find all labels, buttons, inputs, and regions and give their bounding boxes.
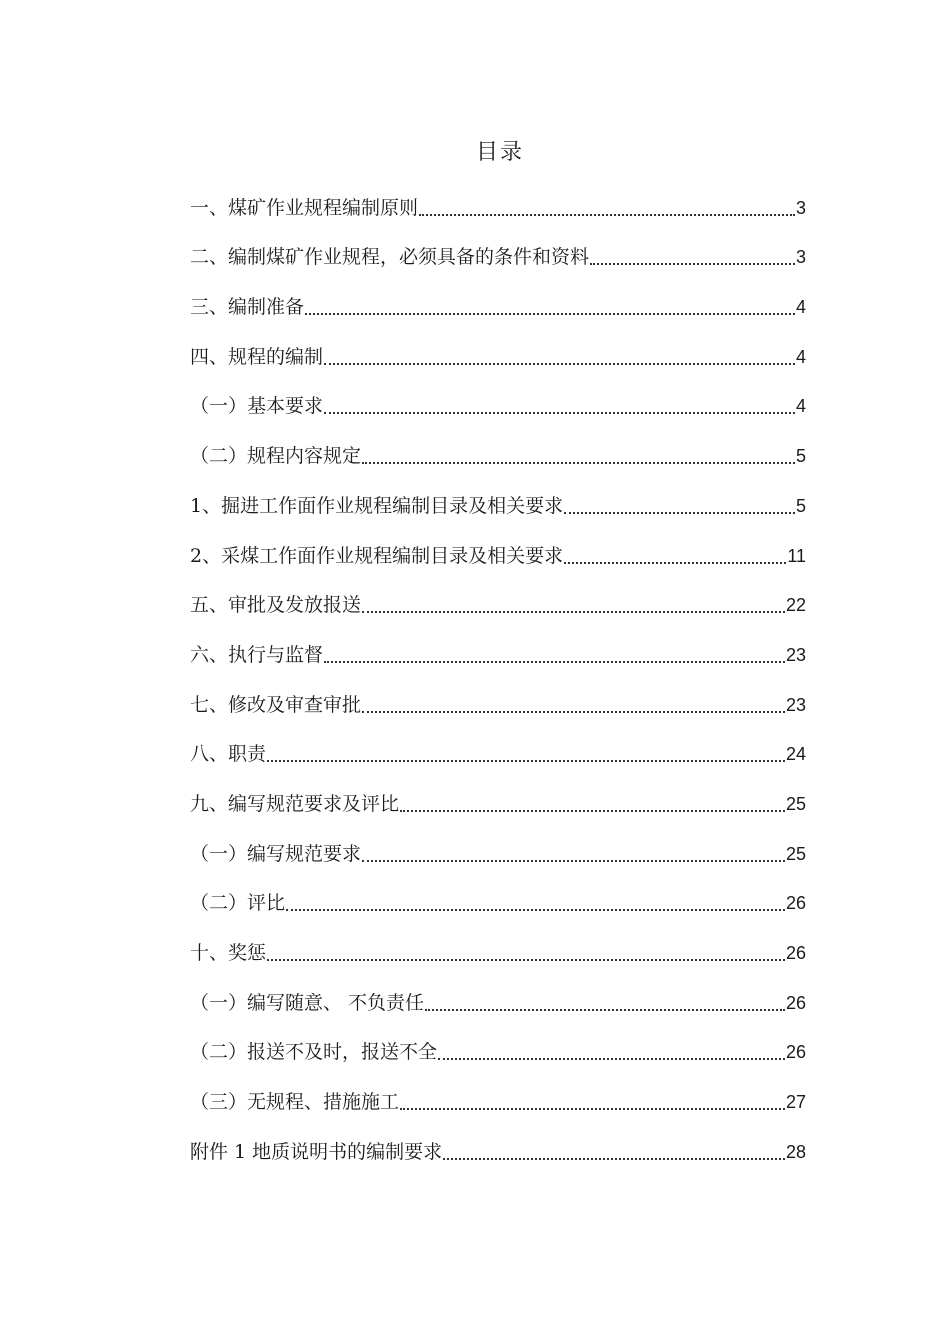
dot-leader (590, 263, 795, 265)
toc-entry[interactable] (190, 530, 806, 580)
toc-entry[interactable] (190, 381, 806, 431)
dot-leader (400, 810, 785, 812)
toc-entry[interactable] (190, 331, 806, 381)
toc-entry-page-number: 24 (785, 744, 806, 765)
toc-entry-label: （二）评比 (190, 892, 286, 915)
toc-entry-label: （三）无规程、措施施工 (190, 1091, 400, 1114)
toc-entry-label: 附件 1 地质说明书的编制要求 (190, 1140, 443, 1163)
dot-leader (419, 214, 795, 216)
toc-entry-page-number: 3 (795, 197, 806, 218)
toc-entry-label: 四、规程的编制 (190, 345, 324, 368)
toc-entry-label: 二、编制煤矿作业规程，必须具备的条件和资料 (190, 246, 590, 269)
toc-entry-page-number: 11 (787, 545, 806, 566)
toc-entry[interactable] (190, 778, 806, 828)
toc-entry-page-number: 4 (795, 297, 806, 318)
toc-entry-page-number: 22 (785, 595, 806, 616)
toc-entry-label: 一、煤矿作业规程编制原则 (190, 196, 419, 219)
dot-leader (425, 1009, 785, 1011)
toc-entry-page-number: 23 (785, 694, 806, 715)
toc-entry-page-number: 25 (785, 793, 806, 814)
toc-entry[interactable] (190, 1076, 806, 1126)
toc-entry-page-number: 27 (785, 1092, 806, 1113)
toc-entry-page-number: 25 (785, 843, 806, 864)
toc-entry[interactable] (190, 182, 806, 232)
dot-leader (324, 661, 785, 663)
toc-title: 目录 (475, 140, 524, 165)
toc-entry[interactable] (190, 729, 806, 779)
toc-entry[interactable] (190, 977, 806, 1027)
dot-leader (362, 860, 785, 862)
toc-entry-label: 五、审批及发放报送 (190, 594, 362, 617)
toc-entry[interactable] (190, 580, 806, 630)
toc-entry-label: 1、掘进工作面作业规程编制目录及相关要求 (190, 494, 564, 517)
toc-entry-page-number: 28 (785, 1141, 806, 1162)
dot-leader (324, 363, 795, 365)
toc-entry-page-number: 4 (795, 346, 806, 367)
dot-leader (305, 313, 795, 315)
toc-entry-label: 八、职责 (190, 743, 267, 766)
toc-entry[interactable] (190, 430, 806, 480)
toc-entry[interactable] (190, 480, 806, 530)
toc-entry-page-number: 26 (785, 943, 806, 963)
toc-entry[interactable] (190, 1126, 806, 1176)
toc-entry[interactable] (190, 878, 806, 928)
toc-entry-label: （一）编写规范要求 (190, 842, 362, 865)
dot-leader (362, 711, 785, 713)
dot-leader (564, 562, 786, 564)
dot-leader (362, 611, 785, 613)
dot-leader (564, 512, 795, 514)
toc-entry-label: 六、执行与监督 (190, 643, 324, 666)
toc-entry-page-number: 5 (795, 495, 806, 516)
toc-entry[interactable] (190, 1027, 806, 1077)
toc-entry-page-number: 4 (795, 396, 806, 417)
toc-entry-page-number: 26 (785, 893, 806, 914)
toc-entry-label: 三、编制准备 (190, 296, 305, 319)
dot-leader (362, 462, 795, 464)
toc-entry-page-number: 3 (795, 247, 806, 268)
toc-entry-label: （二）规程内容规定 (190, 445, 362, 468)
toc-entry[interactable] (190, 629, 806, 679)
dot-leader (267, 959, 785, 961)
toc-entry-label: 十、奖惩 (190, 942, 267, 964)
dot-leader (438, 1058, 785, 1060)
toc-entry-page-number: 5 (795, 446, 806, 467)
dot-leader (400, 1108, 785, 1110)
dot-leader (267, 760, 785, 762)
toc-entry[interactable] (190, 828, 806, 878)
toc-entry-label: 七、修改及审查审批 (190, 693, 362, 716)
toc-entry[interactable] (190, 281, 806, 331)
toc-entry-page-number: 26 (785, 992, 806, 1013)
dot-leader (324, 412, 795, 414)
toc-entry-page-number: 23 (785, 644, 806, 665)
toc-entry[interactable] (190, 232, 806, 282)
toc-entry-label: （二）报送不及时，报送不全 (190, 1041, 438, 1064)
toc-entry-label: （一）编写随意、 不负责任 (190, 991, 425, 1014)
toc-entry-page-number: 26 (785, 1042, 806, 1063)
toc-list (190, 182, 806, 1176)
toc-entry-label: 九、编写规范要求及评比 (190, 792, 400, 815)
dot-leader (286, 909, 785, 911)
toc-entry-label: （一）基本要求 (190, 395, 324, 418)
toc-entry[interactable] (190, 679, 806, 729)
dot-leader (443, 1158, 785, 1160)
toc-entry[interactable] (190, 927, 806, 977)
toc-entry-label: 2、采煤工作面作业规程编制目录及相关要求 (190, 544, 564, 567)
